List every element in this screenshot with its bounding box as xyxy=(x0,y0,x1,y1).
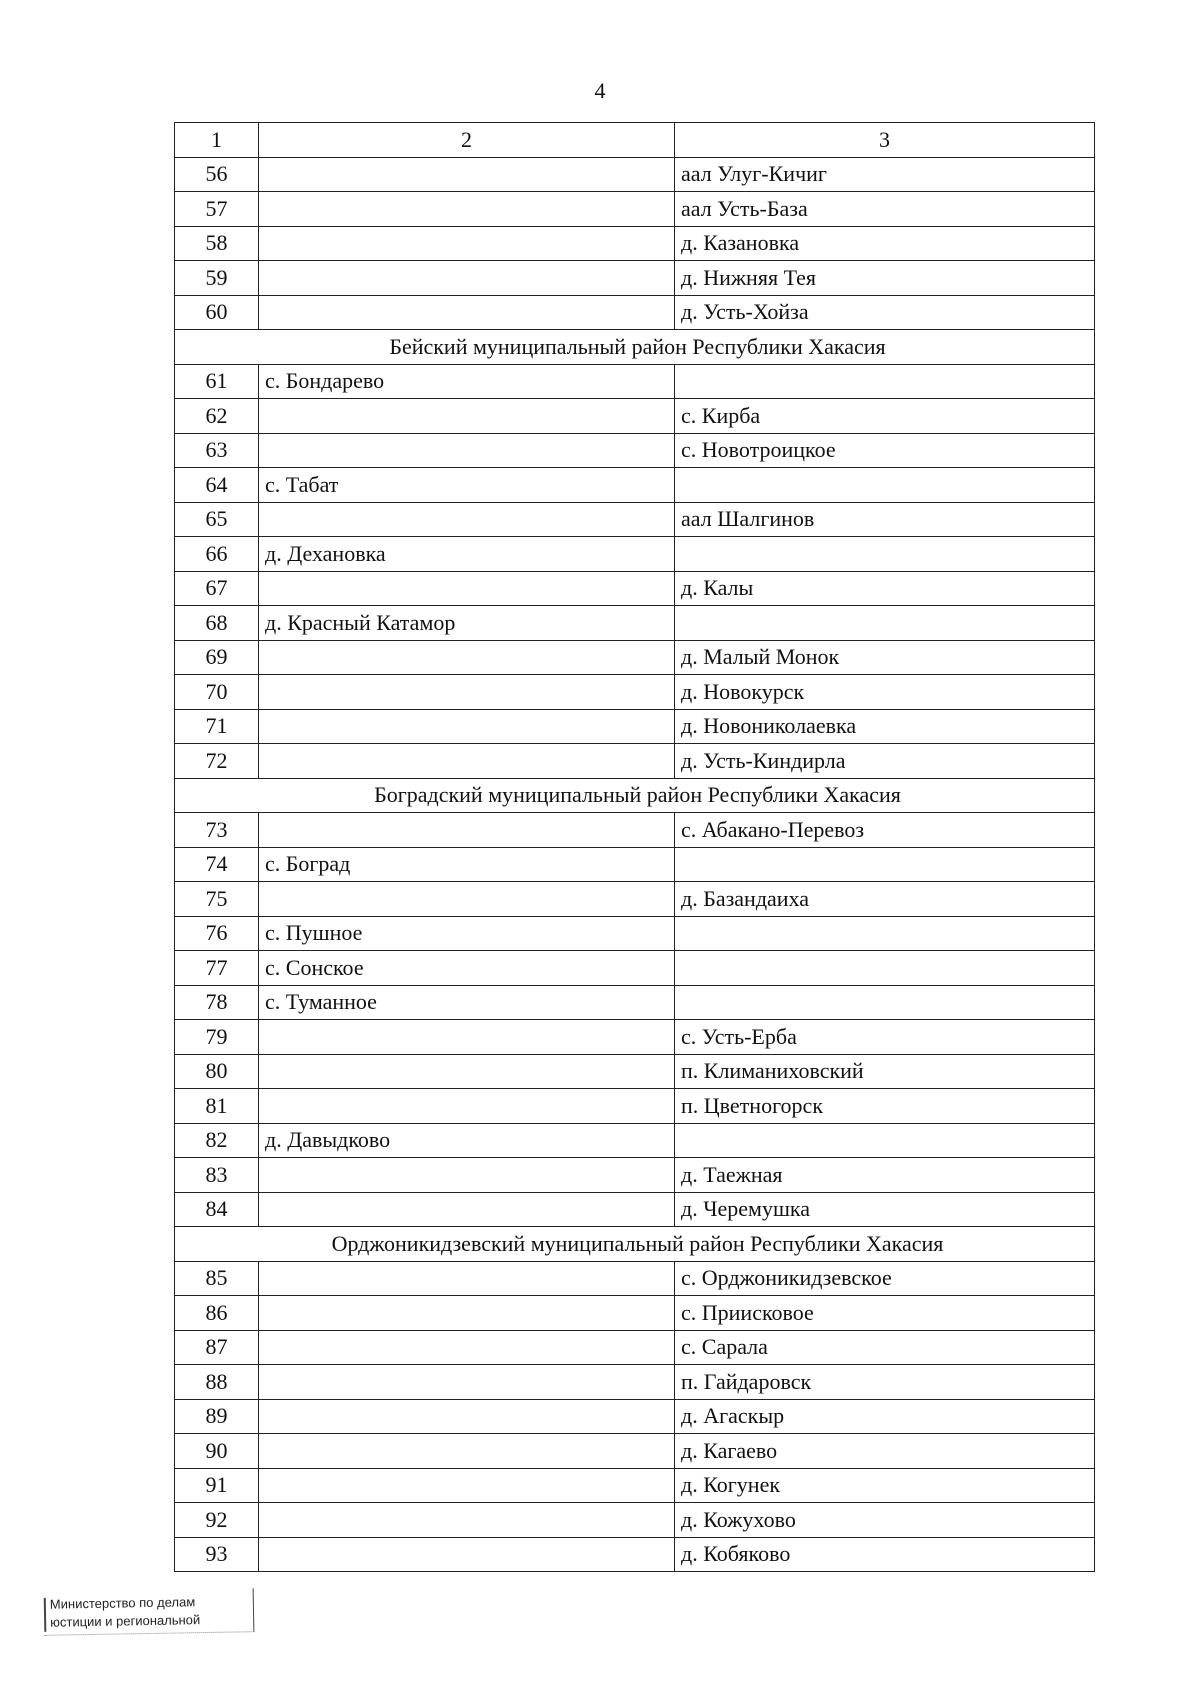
table-row xyxy=(175,1123,1095,1158)
settlement-center xyxy=(259,709,675,744)
table-row xyxy=(175,640,1095,675)
settlement-center xyxy=(259,1330,675,1365)
table-row xyxy=(175,537,1095,572)
settlement-center xyxy=(259,1434,675,1469)
settlement-name: аал Шалгинов xyxy=(675,502,1095,537)
table-row xyxy=(175,1399,1095,1434)
settlement-name xyxy=(675,985,1095,1020)
row-number: 85 xyxy=(175,1261,259,1296)
table-row xyxy=(175,985,1095,1020)
settlement-name xyxy=(675,951,1095,986)
row-number: 57 xyxy=(175,192,259,227)
settlement-name xyxy=(675,468,1095,503)
row-number: 66 xyxy=(175,537,259,572)
settlement-center xyxy=(259,675,675,710)
settlement-name: д. Агаскыр xyxy=(675,1399,1095,1434)
settlement-center xyxy=(259,744,675,779)
settlement-name: д. Базандаиха xyxy=(675,882,1095,917)
settlement-name xyxy=(675,606,1095,641)
table-row xyxy=(175,1192,1095,1227)
settlement-name: д. Казановка xyxy=(675,226,1095,261)
district-title: Бейский муниципальный район Республики Хакасия xyxy=(175,330,1095,365)
district-header-row xyxy=(175,330,1095,365)
settlement-center xyxy=(259,261,675,296)
settlement-center xyxy=(259,1399,675,1434)
settlement-name: д. Кобяково xyxy=(675,1537,1095,1572)
settlement-center xyxy=(259,1537,675,1572)
row-number: 91 xyxy=(175,1468,259,1503)
settlement-center: с. Туманное xyxy=(259,985,675,1020)
settlement-name: аал Усть-База xyxy=(675,192,1095,227)
settlement-name xyxy=(675,916,1095,951)
row-number: 89 xyxy=(175,1399,259,1434)
settlement-center xyxy=(259,813,675,848)
settlement-center: с. Бондарево xyxy=(259,364,675,399)
row-number: 82 xyxy=(175,1123,259,1158)
table-row xyxy=(175,1503,1095,1538)
row-number: 64 xyxy=(175,468,259,503)
table-row xyxy=(175,1365,1095,1400)
settlement-name xyxy=(675,364,1095,399)
settlement-name: д. Усть-Хойза xyxy=(675,295,1095,330)
table-row xyxy=(175,571,1095,606)
row-number: 58 xyxy=(175,226,259,261)
row-number: 68 xyxy=(175,606,259,641)
row-number: 74 xyxy=(175,847,259,882)
settlement-name: с. Усть-Ерба xyxy=(675,1020,1095,1055)
table-row xyxy=(175,399,1095,434)
row-number: 56 xyxy=(175,157,259,192)
settlement-name: д. Калы xyxy=(675,571,1095,606)
district-header-row xyxy=(175,778,1095,813)
settlement-name xyxy=(675,1123,1095,1158)
settlement-name: с. Орджоникидзевское xyxy=(675,1261,1095,1296)
table-row xyxy=(175,916,1095,951)
settlement-center xyxy=(259,157,675,192)
row-number: 71 xyxy=(175,709,259,744)
table-row xyxy=(175,1261,1095,1296)
settlement-name: д. Усть-Киндирла xyxy=(675,744,1095,779)
stamp-line-2: юстиции и региональной xyxy=(50,1612,201,1630)
row-number: 83 xyxy=(175,1158,259,1193)
settlement-center xyxy=(259,192,675,227)
header-cell-1: 1 xyxy=(175,123,259,158)
table-row xyxy=(175,813,1095,848)
row-number: 77 xyxy=(175,951,259,986)
table-row xyxy=(175,261,1095,296)
table-row xyxy=(175,433,1095,468)
settlements-table xyxy=(174,122,1095,1572)
row-number: 75 xyxy=(175,882,259,917)
row-number: 92 xyxy=(175,1503,259,1538)
settlement-name: д. Нижняя Тея xyxy=(675,261,1095,296)
row-number: 61 xyxy=(175,364,259,399)
row-number: 84 xyxy=(175,1192,259,1227)
table-row xyxy=(175,192,1095,227)
settlement-name: п. Цветногорск xyxy=(675,1089,1095,1124)
settlement-name: д. Новокурск xyxy=(675,675,1095,710)
row-number: 62 xyxy=(175,399,259,434)
table-row xyxy=(175,744,1095,779)
settlement-name: п. Климаниховский xyxy=(675,1054,1095,1089)
district-title: Орджоникидзевский муниципальный район Республики Хакасия xyxy=(175,1227,1095,1262)
table-row xyxy=(175,1158,1095,1193)
table-body xyxy=(175,123,1095,1572)
stamp-line-1: Министерство по делам xyxy=(49,1594,196,1612)
settlement-name: с. Кирба xyxy=(675,399,1095,434)
settlement-center: с. Табат xyxy=(259,468,675,503)
row-number: 65 xyxy=(175,502,259,537)
settlement-name: д. Кожухово xyxy=(675,1503,1095,1538)
settlement-name: аал Улуг-Кичиг xyxy=(675,157,1095,192)
row-number: 87 xyxy=(175,1330,259,1365)
row-number: 78 xyxy=(175,985,259,1020)
table-row xyxy=(175,1537,1095,1572)
settlement-center: с. Пушное xyxy=(259,916,675,951)
settlement-name: д. Новониколаевка xyxy=(675,709,1095,744)
settlement-center xyxy=(259,640,675,675)
table-row xyxy=(175,1089,1095,1124)
settlement-center xyxy=(259,1296,675,1331)
district-header-row xyxy=(175,1227,1095,1262)
settlement-center: с. Боград xyxy=(259,847,675,882)
row-number: 93 xyxy=(175,1537,259,1572)
table-row xyxy=(175,502,1095,537)
settlement-center xyxy=(259,295,675,330)
settlement-center xyxy=(259,1365,675,1400)
table-row xyxy=(175,157,1095,192)
settlement-name xyxy=(675,847,1095,882)
settlement-center: д. Дехановка xyxy=(259,537,675,572)
table-row xyxy=(175,1054,1095,1089)
table-row xyxy=(175,882,1095,917)
row-number: 67 xyxy=(175,571,259,606)
row-number: 76 xyxy=(175,916,259,951)
row-number: 79 xyxy=(175,1020,259,1055)
settlement-name: с. Абакано-Перевоз xyxy=(675,813,1095,848)
settlement-center xyxy=(259,1020,675,1055)
row-number: 59 xyxy=(175,261,259,296)
table-header-row xyxy=(175,123,1095,158)
row-number: 60 xyxy=(175,295,259,330)
row-number: 80 xyxy=(175,1054,259,1089)
settlement-center xyxy=(259,1054,675,1089)
settlement-center xyxy=(259,226,675,261)
settlement-center xyxy=(259,1192,675,1227)
row-number: 86 xyxy=(175,1296,259,1331)
table-row xyxy=(175,1330,1095,1365)
table-row xyxy=(175,1434,1095,1469)
ministry-stamp xyxy=(44,1588,255,1636)
stamp-border xyxy=(44,1598,46,1632)
settlement-name: д. Когунек xyxy=(675,1468,1095,1503)
settlement-center xyxy=(259,1089,675,1124)
header-cell-2: 2 xyxy=(259,123,675,158)
header-cell-3: 3 xyxy=(675,123,1095,158)
settlement-name: с. Сарала xyxy=(675,1330,1095,1365)
page-number: 4 xyxy=(594,78,606,103)
settlement-name: д. Кагаево xyxy=(675,1434,1095,1469)
table-row xyxy=(175,1296,1095,1331)
settlement-center xyxy=(259,433,675,468)
settlement-center xyxy=(259,502,675,537)
settlement-name xyxy=(675,537,1095,572)
settlement-center: д. Давыдково xyxy=(259,1123,675,1158)
settlement-name: д. Черемушка xyxy=(675,1192,1095,1227)
row-number: 73 xyxy=(175,813,259,848)
table-row xyxy=(175,675,1095,710)
district-title: Боградский муниципальный район Республики Хакасия xyxy=(175,778,1095,813)
settlement-center xyxy=(259,399,675,434)
row-number: 72 xyxy=(175,744,259,779)
row-number: 88 xyxy=(175,1365,259,1400)
table-row xyxy=(175,1020,1095,1055)
table-row xyxy=(175,847,1095,882)
settlement-center xyxy=(259,1158,675,1193)
row-number: 90 xyxy=(175,1434,259,1469)
settlement-name: д. Малый Монок xyxy=(675,640,1095,675)
row-number: 63 xyxy=(175,433,259,468)
settlement-name: с. Новотроицкое xyxy=(675,433,1095,468)
settlement-center xyxy=(259,1468,675,1503)
settlement-center xyxy=(259,882,675,917)
table-row xyxy=(175,226,1095,261)
row-number: 81 xyxy=(175,1089,259,1124)
table-row xyxy=(175,709,1095,744)
table-row xyxy=(175,951,1095,986)
row-number: 69 xyxy=(175,640,259,675)
table-row xyxy=(175,606,1095,641)
row-number: 70 xyxy=(175,675,259,710)
table-row xyxy=(175,295,1095,330)
settlement-center: д. Красный Катамор xyxy=(259,606,675,641)
settlement-center xyxy=(259,571,675,606)
settlement-name: д. Таежная xyxy=(675,1158,1095,1193)
table-row xyxy=(175,364,1095,399)
settlement-center xyxy=(259,1503,675,1538)
table-row xyxy=(175,468,1095,503)
settlement-name: с. Приисковое xyxy=(675,1296,1095,1331)
settlement-center xyxy=(259,1261,675,1296)
table-row xyxy=(175,1468,1095,1503)
settlement-name: п. Гайдаровск xyxy=(675,1365,1095,1400)
settlement-center: с. Сонское xyxy=(259,951,675,986)
